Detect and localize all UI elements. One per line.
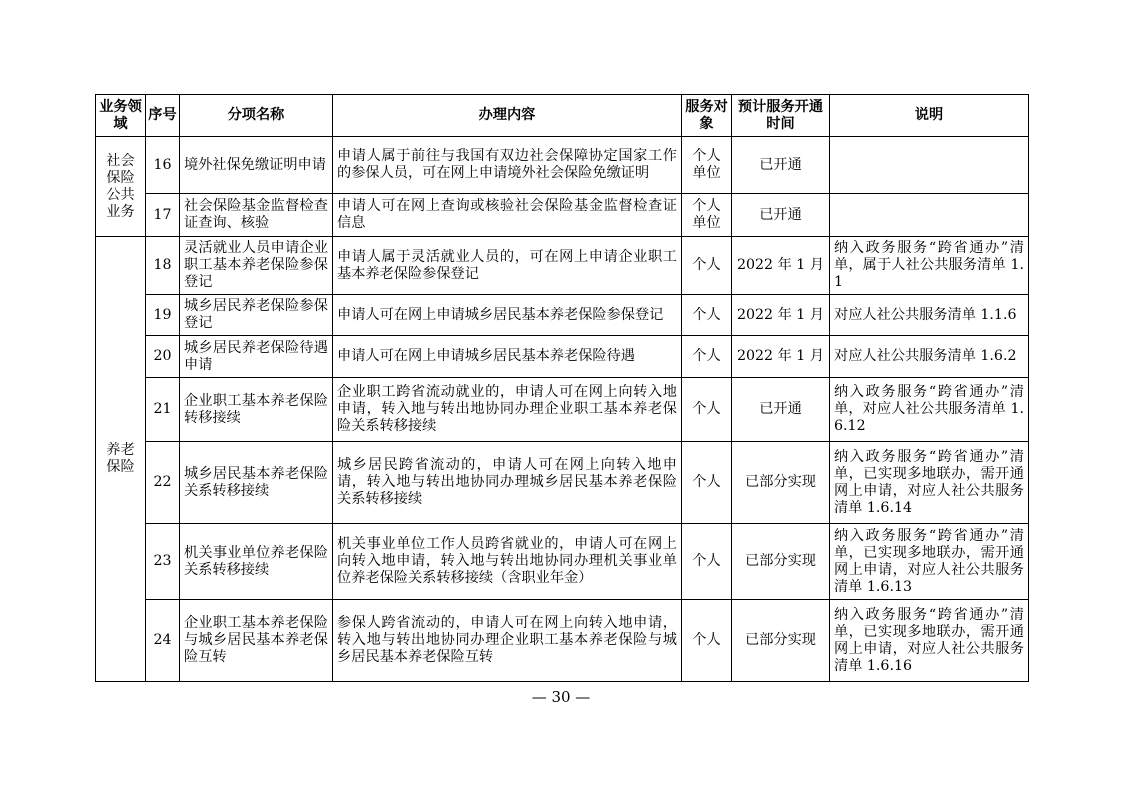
table-body <box>96 137 1029 682</box>
domain-cell: 养老保险 <box>96 237 146 682</box>
note-cell <box>830 137 1029 194</box>
note-cell: 纳入政务服务“跨省通办”清单，已实现多地联办，需开通网上申请，对应人社公共服务清单 1.6.16 <box>830 600 1029 682</box>
header-target: 服务对象 <box>682 95 732 137</box>
table-row <box>96 237 1029 295</box>
header-content: 办理内容 <box>333 95 682 137</box>
item-name-cell: 机关事业单位养老保险关系转移接续 <box>180 524 333 600</box>
seq-cell: 18 <box>146 237 180 295</box>
item-name-cell: 境外社保免缴证明申请 <box>180 137 333 194</box>
note-cell: 纳入政务服务“跨省通办”清单，已实现多地联办，需开通网上申请，对应人社公共服务清单 1.6.13 <box>830 524 1029 600</box>
table-row <box>96 378 1029 442</box>
target-cell: 个人 <box>682 524 732 600</box>
page-number: — 30 — <box>531 688 591 706</box>
item-name-cell: 灵活就业人员申请企业职工基本养老保险参保登记 <box>180 237 333 295</box>
content-cell: 申请人可在网上申请城乡居民基本养老保险待遇 <box>333 336 682 378</box>
time-cell: 已部分实现 <box>732 442 830 524</box>
seq-cell: 16 <box>146 137 180 194</box>
content-cell: 机关事业单位工作人员跨省就业的，申请人可在网上向转入地申请，转入地与转出地协同办理机关事业单位养老保险关系转移接续（含职业年金） <box>333 524 682 600</box>
header-note: 说明 <box>830 95 1029 137</box>
target-cell: 个人 <box>682 378 732 442</box>
seq-cell: 19 <box>146 295 180 336</box>
table-row <box>96 600 1029 682</box>
table-row <box>96 336 1029 378</box>
target-cell: 个人 <box>682 295 732 336</box>
item-name-cell: 城乡居民养老保险参保登记 <box>180 295 333 336</box>
domain-cell: 社会保险公共业务 <box>96 137 146 237</box>
time-cell: 已开通 <box>732 194 830 237</box>
seq-cell: 21 <box>146 378 180 442</box>
note-cell: 纳入政务服务“跨省通办”清单，对应人社公共服务清单 1.6.12 <box>830 378 1029 442</box>
table-row <box>96 442 1029 524</box>
time-cell: 已开通 <box>732 137 830 194</box>
header-item-name: 分项名称 <box>180 95 333 137</box>
seq-cell: 20 <box>146 336 180 378</box>
time-cell: 2022 年 1 月 <box>732 237 830 295</box>
table-row <box>96 194 1029 237</box>
item-name-cell: 企业职工基本养老保险与城乡居民基本养老保险互转 <box>180 600 333 682</box>
target-cell: 个人 <box>682 336 732 378</box>
table-row <box>96 524 1029 600</box>
header-row <box>96 95 1029 137</box>
content-cell: 企业职工跨省流动就业的，申请人可在网上向转入地申请，转入地与转出地协同办理企业职工基本养老保险关系转移接续 <box>333 378 682 442</box>
item-name-cell: 城乡居民养老保险待遇申请 <box>180 336 333 378</box>
item-name-cell: 企业职工基本养老保险转移接续 <box>180 378 333 442</box>
target-cell: 个人单位 <box>682 194 732 237</box>
header-time: 预计服务开通时间 <box>732 95 830 137</box>
note-cell: 对应人社公共服务清单 1.6.2 <box>830 336 1029 378</box>
target-cell: 个人 <box>682 237 732 295</box>
content-cell: 申请人可在网上申请城乡居民基本养老保险参保登记 <box>333 295 682 336</box>
note-cell <box>830 194 1029 237</box>
header-seq: 序号 <box>146 95 180 137</box>
seq-cell: 23 <box>146 524 180 600</box>
content-cell: 申请人可在网上查询或核验社会保险基金监督检查证信息 <box>333 194 682 237</box>
content-cell: 申请人属于灵活就业人员的，可在网上申请企业职工基本养老保险参保登记 <box>333 237 682 295</box>
note-cell: 对应人社公共服务清单 1.1.6 <box>830 295 1029 336</box>
target-cell: 个人 <box>682 442 732 524</box>
time-cell: 2022 年 1 月 <box>732 336 830 378</box>
header-domain: 业务领域 <box>96 95 146 137</box>
time-cell: 已开通 <box>732 378 830 442</box>
table-row <box>96 295 1029 336</box>
seq-cell: 17 <box>146 194 180 237</box>
seq-cell: 22 <box>146 442 180 524</box>
table-row <box>96 137 1029 194</box>
item-name-cell: 社会保险基金监督检查证查询、核验 <box>180 194 333 237</box>
target-cell: 个人 <box>682 600 732 682</box>
note-cell: 纳入政务服务“跨省通办”清单，已实现多地联办，需开通网上申请，对应人社公共服务清单 1.6.14 <box>830 442 1029 524</box>
target-cell: 个人单位 <box>682 137 732 194</box>
time-cell: 已部分实现 <box>732 600 830 682</box>
item-name-cell: 城乡居民基本养老保险关系转移接续 <box>180 442 333 524</box>
content-cell: 城乡居民跨省流动的，申请人可在网上向转入地申请，转入地与转出地协同办理城乡居民基本养老保险关系转移接续 <box>333 442 682 524</box>
content-cell: 参保人跨省流动的，申请人可在网上向转入地申请，转入地与转出地协同办理企业职工基本养老保险与城乡居民基本养老保险互转 <box>333 600 682 682</box>
time-cell: 2022 年 1 月 <box>732 295 830 336</box>
service-table <box>95 94 1029 682</box>
note-cell: 纳入政务服务“跨省通办”清单，属于人社公共服务清单 1.1 <box>830 237 1029 295</box>
seq-cell: 24 <box>146 600 180 682</box>
table-header <box>96 95 1029 137</box>
time-cell: 已部分实现 <box>732 524 830 600</box>
content-cell: 申请人属于前往与我国有双边社会保障协定国家工作的参保人员，可在网上申请境外社会保险免缴证明 <box>333 137 682 194</box>
